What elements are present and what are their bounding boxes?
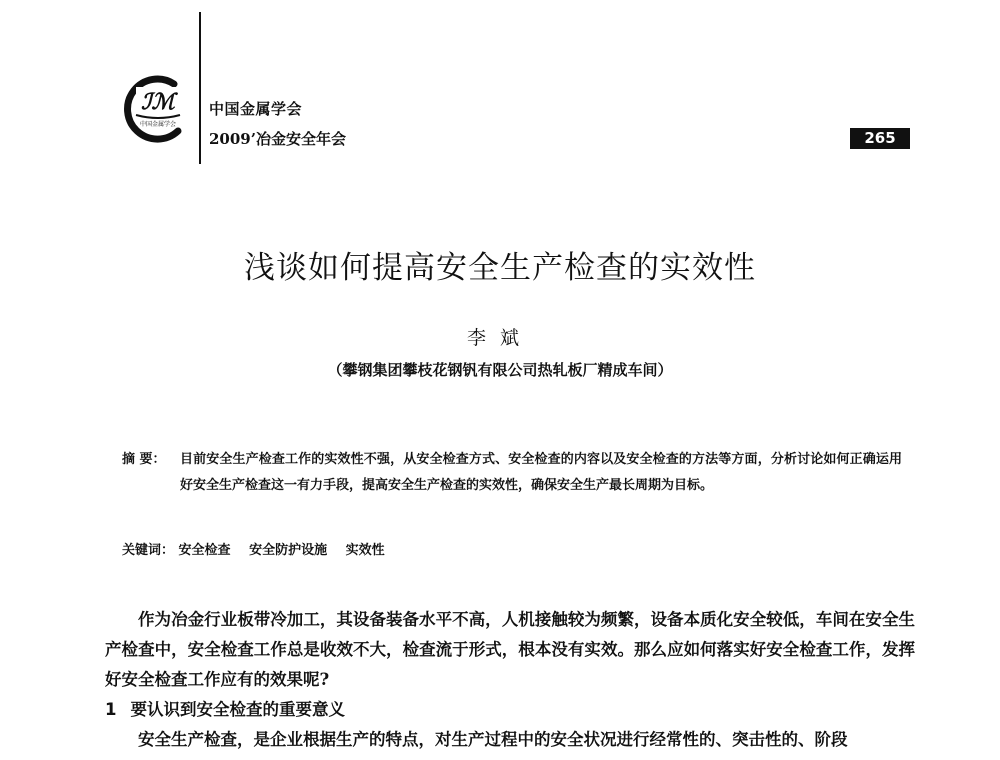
section-title: 要认识到安全检查的重要意义	[130, 700, 345, 719]
keywords-label: 关键词：	[122, 543, 175, 558]
abstract-label: 摘 要：	[122, 452, 166, 467]
page-header	[0, 0, 1000, 170]
paper-title: 浅谈如何提高安全生产检查的实效性	[244, 250, 756, 286]
section-heading	[105, 695, 915, 725]
logo-text: 中国金属学会	[139, 121, 177, 128]
abstract-block	[122, 447, 902, 499]
keyword-item: 实效性	[345, 543, 385, 558]
body-text	[105, 605, 915, 755]
conference-name: 2009’冶金安全年会	[209, 130, 346, 148]
keyword-item: 安全检查	[178, 543, 231, 558]
keywords-block	[122, 539, 399, 558]
intro-paragraph: 作为冶金行业板带冷加工，其设备装备水平不高，人机接触较为频繁，设备本质化安全较低，车间在安全生产检查中，安全检查工作总是收效不大，检查流于形式，根本没有实效。那么应如何落实好安全检查工作，发挥好安全检查工作应有的效果呢?	[105, 610, 915, 689]
author-affiliation: （攀钢集团攀枝花钢钒有限公司热轧板厂精成车间）	[327, 361, 673, 379]
keyword-item: 安全防护设施	[249, 543, 328, 558]
header-divider	[199, 12, 201, 164]
section-paragraph: 安全生产检查，是企业根据生产的特点，对生产过程中的安全状况进行经常性的、突击性的、阶段	[138, 730, 848, 749]
abstract-text: 目前安全生产检查工作的实效性不强，从安全检查方式、安全检查的内容以及安全检查的方法等方面，分析讨论如何正确运用好安全生产检查这一有力手段，提高安全生产检查的实效性，确保安全生产最长周期为目标。	[180, 452, 902, 493]
svg-text:ℐℳ: ℐℳ	[141, 89, 175, 115]
organization-name: 中国金属学会	[209, 100, 303, 118]
section-number: 1	[105, 700, 117, 719]
author-name: 李斌	[466, 327, 533, 349]
page-number-badge: 265	[850, 128, 910, 149]
society-logo-icon	[122, 75, 192, 145]
